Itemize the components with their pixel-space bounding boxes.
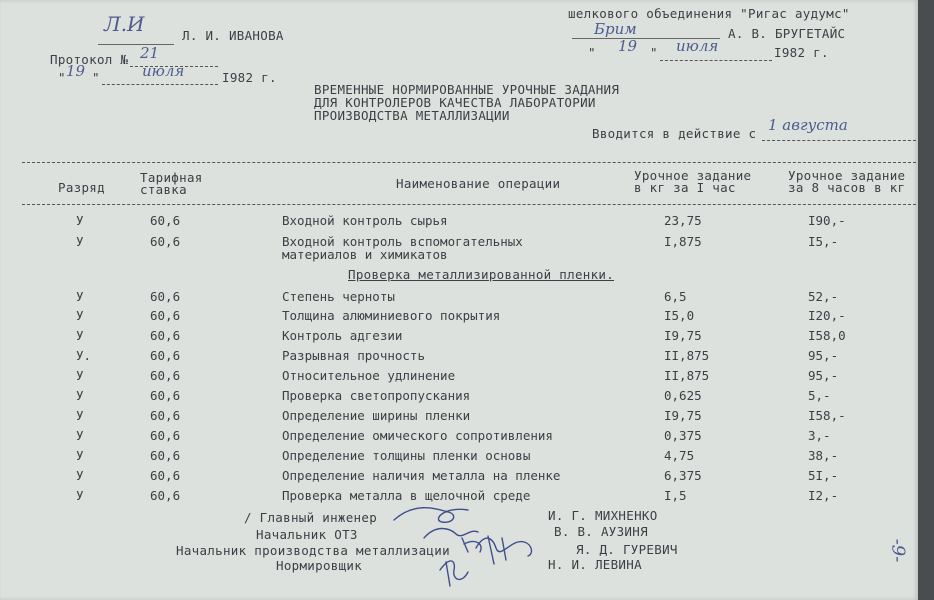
table-row-continuation: материалов и химикатов [282, 247, 448, 262]
table-row: У 60,6 Определение омического сопротивления 0,375 3,- [76, 428, 831, 443]
approval-date-month: июля [676, 37, 719, 55]
col-header-hourly-2: в кг за I час [634, 180, 736, 195]
signature-line [98, 44, 174, 45]
handwritten-signatures [384, 498, 564, 590]
col-header-grade: Разряд [58, 180, 105, 195]
title-line-2: ДЛЯ КОНТРОЛЕРОВ КАЧЕСТВА ЛАБОРАТОРИИ [314, 95, 596, 110]
signature-brugetais: Брим [594, 20, 637, 38]
table-header-rule [22, 204, 916, 205]
signature-ivanova: Л.И [104, 12, 145, 36]
protocol-date-day: 19 [66, 62, 86, 80]
signatory-role-1: / Главный инженер [244, 510, 378, 525]
approval-date-quote-open: " [588, 45, 596, 60]
signer-name-right: А. В. БРУГЕТАЙС [728, 26, 846, 41]
col-header-rate-1: Тарифная [140, 170, 203, 185]
signer-name-left: Л. И. ИВАНОВА [182, 28, 284, 43]
table-top-rule [22, 162, 916, 163]
table-row: У 60,6 Контроль адгезии I9,75 I58,0 [76, 328, 846, 343]
protocol-date-quote-open: " [58, 70, 66, 85]
title-line-3: ПРОИЗВОДСТВА МЕТАЛЛИЗАЦИИ [314, 108, 510, 123]
table-row: У. 60,6 Разрывная прочность II,875 95,- [76, 348, 839, 363]
signatory-role-3: Начальник производства металлизации [176, 543, 450, 558]
signatory-role-2: Начальник ОТЗ [256, 527, 358, 542]
effective-date-line [762, 140, 916, 141]
table-row: У 60,6 Определение ширины пленки I9,75 I58,- [76, 408, 846, 423]
col-header-operation: Наименование операции [396, 176, 561, 191]
protocol-date-line [102, 84, 218, 85]
table-row: У 60,6 Степень черноты 6,5 52,- [76, 289, 839, 304]
approval-date-line [660, 60, 772, 61]
col-header-rate-2: ставка [140, 182, 187, 197]
table-row: У 60,6 Определение толщины пленки основы 4,75 38,- [76, 448, 839, 463]
col-header-shift-1: Урочное задание [788, 168, 906, 183]
section-heading: Проверка металлизированной пленки. [348, 267, 615, 282]
approval-date-day: 19 [618, 37, 638, 55]
table-row: У 60,6 Толщина алюминиевого покрытия I5,0 I20,- [76, 308, 846, 323]
col-header-hourly-1: Урочное задание [634, 168, 752, 183]
margin-page-number: -9- [887, 538, 909, 563]
effective-label: Вводится в действие с [592, 126, 757, 141]
signatory-role-4: Нормировщик [276, 558, 363, 573]
protocol-date-quote-close: " [92, 70, 100, 85]
table-row: У 60,6 Входной контроль вспомогательных I,875 I5,- [76, 234, 839, 249]
protocol-label: Протокол № [50, 52, 129, 67]
signatory-name-3: Я. Д. ГУРЕВИЧ [576, 542, 678, 557]
effective-date: 1 августа [768, 116, 848, 134]
table-row: У 60,6 Проверка светопропускания 0,625 5,- [76, 388, 831, 403]
signatory-name-1: И. Г. МИХНЕНКО [548, 508, 658, 523]
table-row: У 60,6 Входной контроль сырья 23,75 I90,- [76, 213, 846, 228]
table-row: У 60,6 Определение наличия металла на пленке 6,375 5I,- [76, 468, 839, 483]
protocol-date-year: I982 г. [222, 70, 277, 85]
protocol-date-month: июля [142, 62, 185, 80]
title-line-1: ВРЕМЕННЫЕ НОРМИРОВАННЫЕ УРОЧНЫЕ ЗАДАНИЯ [314, 82, 620, 97]
table-row: У 60,6 Относительное удлинение II,875 95,- [76, 368, 839, 383]
table-row: У 60,6 Проверка металла в щелочной среде I,5 I2,- [76, 488, 839, 503]
approval-date-year: I982 г. [774, 45, 829, 60]
org-name: шелкового объединения "Ригас аудумс" [568, 6, 850, 21]
signatory-name-4: Н. И. ЛЕВИНА [548, 557, 642, 572]
protocol-number: 21 [140, 44, 160, 62]
signatory-name-2: В. В. АУЗИНЯ [554, 524, 648, 539]
approval-date-quote-close: " [650, 45, 658, 60]
col-header-shift-2: за 8 часов в кг [788, 180, 906, 195]
